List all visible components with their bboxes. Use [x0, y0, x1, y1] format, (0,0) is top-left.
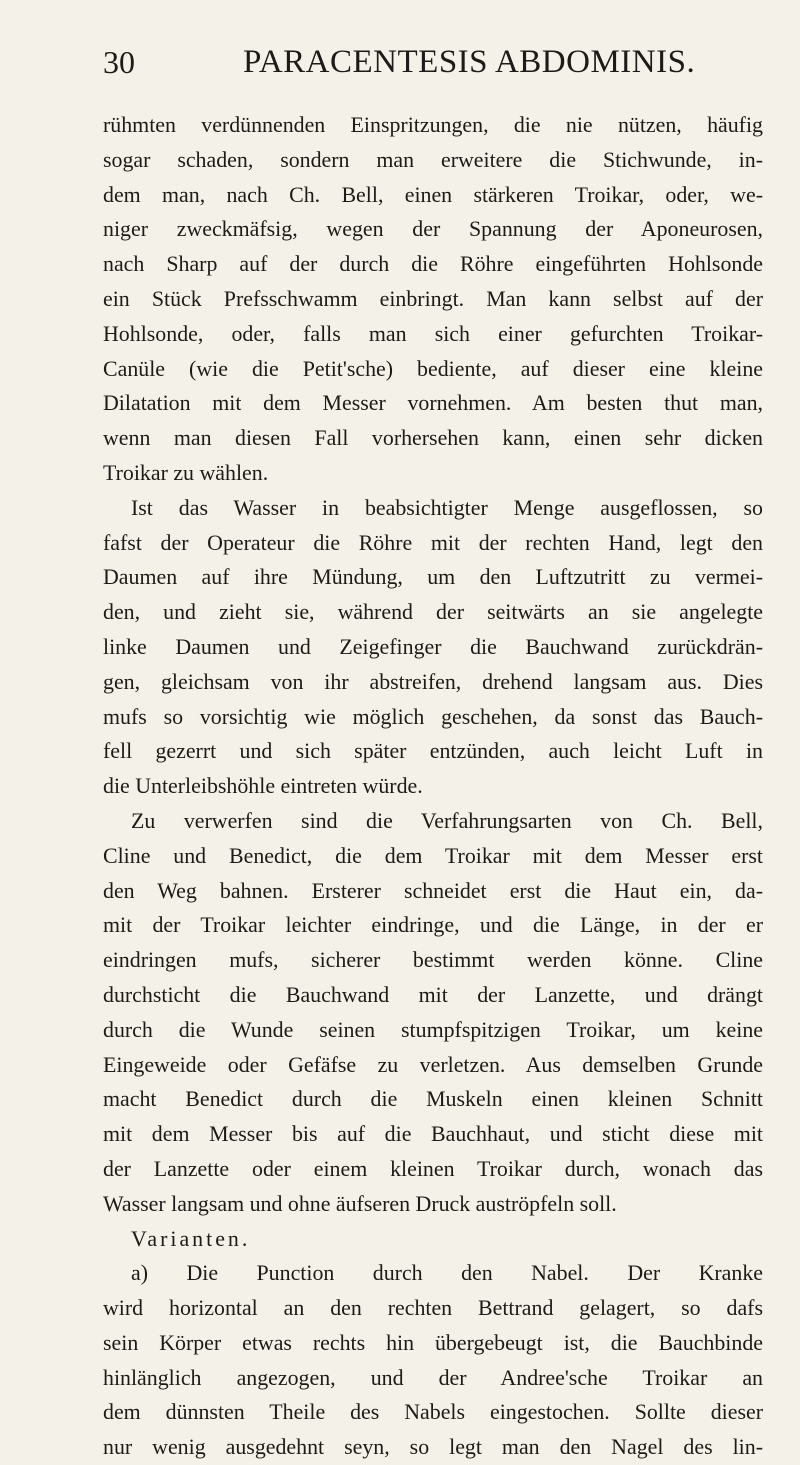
text-line: sogar schaden, sondern man erweitere die Stichwunde, in-	[103, 146, 763, 172]
text-line: a) Die Punction durch den Nabel. Der Kranke	[131, 1260, 763, 1286]
page-header	[103, 44, 761, 94]
text-line: mit der Troikar leichter eindringe, und die Länge, in der er	[103, 912, 763, 938]
text-line: Zu verwerfen sind die Verfahrungsarten von Ch. Bell,	[131, 807, 763, 833]
text-line: Hohlsonde, oder, falls man sich einer gefurchten Troikar-	[103, 320, 763, 346]
text-line: die Unterleibshöhle eintreten würde.	[103, 773, 423, 799]
text-line: mufs so vorsichtig wie möglich geschehen, da sonst das Bauch-	[103, 703, 763, 729]
text-line: macht Benedict durch die Muskeln einen kleinen Schnitt	[103, 1086, 763, 1112]
text-line: hinlänglich angezogen, und der Andree'sche Troikar an	[103, 1364, 763, 1390]
body-text	[103, 108, 763, 1465]
text-line: wird horizontal an den rechten Bettrand gelagert, so dafs	[103, 1295, 763, 1321]
running-title: PARACENTESIS ABDOMINIS.	[243, 44, 696, 80]
text-line: Daumen auf ihre Mündung, um den Luftzutritt zu vermei-	[103, 564, 763, 590]
text-line: linke Daumen und Zeigefinger die Bauchwand zurückdrän-	[103, 633, 763, 659]
text-line: dem dünnsten Theile des Nabels eingestochen. Sollte dieser	[103, 1399, 763, 1425]
text-line: Canüle (wie die Petit'sche) bediente, auf dieser eine kleine	[103, 355, 763, 381]
text-line: dem man, nach Ch. Bell, einen stärkeren Troikar, oder, we-	[103, 181, 763, 207]
text-line: Dilatation mit dem Messer vornehmen. Am besten thut man,	[103, 390, 763, 416]
text-line: mit dem Messer bis auf die Bauchhaut, und sticht diese mit	[103, 1121, 763, 1147]
text-line: sein Körper etwas rechts hin übergebeugt ist, die Bauchbinde	[103, 1329, 763, 1355]
text-line: eindringen mufs, sicherer bestimmt werden könne. Cline	[103, 947, 763, 973]
page-number: 30	[103, 44, 135, 80]
text-line: Cline und Benedict, die dem Troikar mit dem Messer erst	[103, 842, 763, 868]
text-line: rühmten verdünnenden Einspritzungen, die nie nützen, häufig	[103, 112, 763, 137]
text-line: wenn man diesen Fall vorhersehen kann, einen sehr dicken	[103, 425, 763, 451]
text-line: den, und zieht sie, während der seitwärts an sie angelegte	[103, 599, 763, 625]
text-line: ein Stück Prefsschwamm einbringt. Man kann selbst auf der	[103, 285, 763, 311]
section-heading: Varianten.	[131, 1225, 251, 1251]
text-line: der Lanzette oder einem kleinen Troikar durch, wonach das	[103, 1155, 763, 1181]
text-line: den Weg bahnen. Ersterer schneidet erst die Haut ein, da-	[103, 877, 763, 903]
text-line: nur wenig ausgedehnt seyn, so legt man den Nagel des lin-	[103, 1434, 763, 1460]
text-line: Wasser langsam und ohne äufseren Druck auströpfeln soll.	[103, 1190, 617, 1216]
text-line: durch die Wunde seinen stumpfspitzigen Troikar, um keine	[103, 1016, 763, 1042]
text-line: Ist das Wasser in beabsichtigter Menge ausgeflossen, so	[131, 494, 763, 520]
text-line: gen, gleichsam von ihr abstreifen, drehend langsam aus. Dies	[103, 668, 763, 694]
text-line: Eingeweide oder Gefäfse zu verletzen. Aus demselben Grunde	[103, 1051, 763, 1077]
text-line: nach Sharp auf der durch die Röhre eingeführten Hohlsonde	[103, 251, 763, 277]
text-line: durchsticht die Bauchwand mit der Lanzette, und drängt	[103, 981, 763, 1007]
text-line: fafst der Operateur die Röhre mit der rechten Hand, legt den	[103, 529, 763, 555]
text-line: Troikar zu wählen.	[103, 459, 269, 485]
text-line: niger zweckmäfsig, wegen der Spannung der Aponeurosen,	[103, 216, 763, 242]
text-line: fell gezerrt und sich später entzünden, auch leicht Luft in	[103, 738, 763, 764]
